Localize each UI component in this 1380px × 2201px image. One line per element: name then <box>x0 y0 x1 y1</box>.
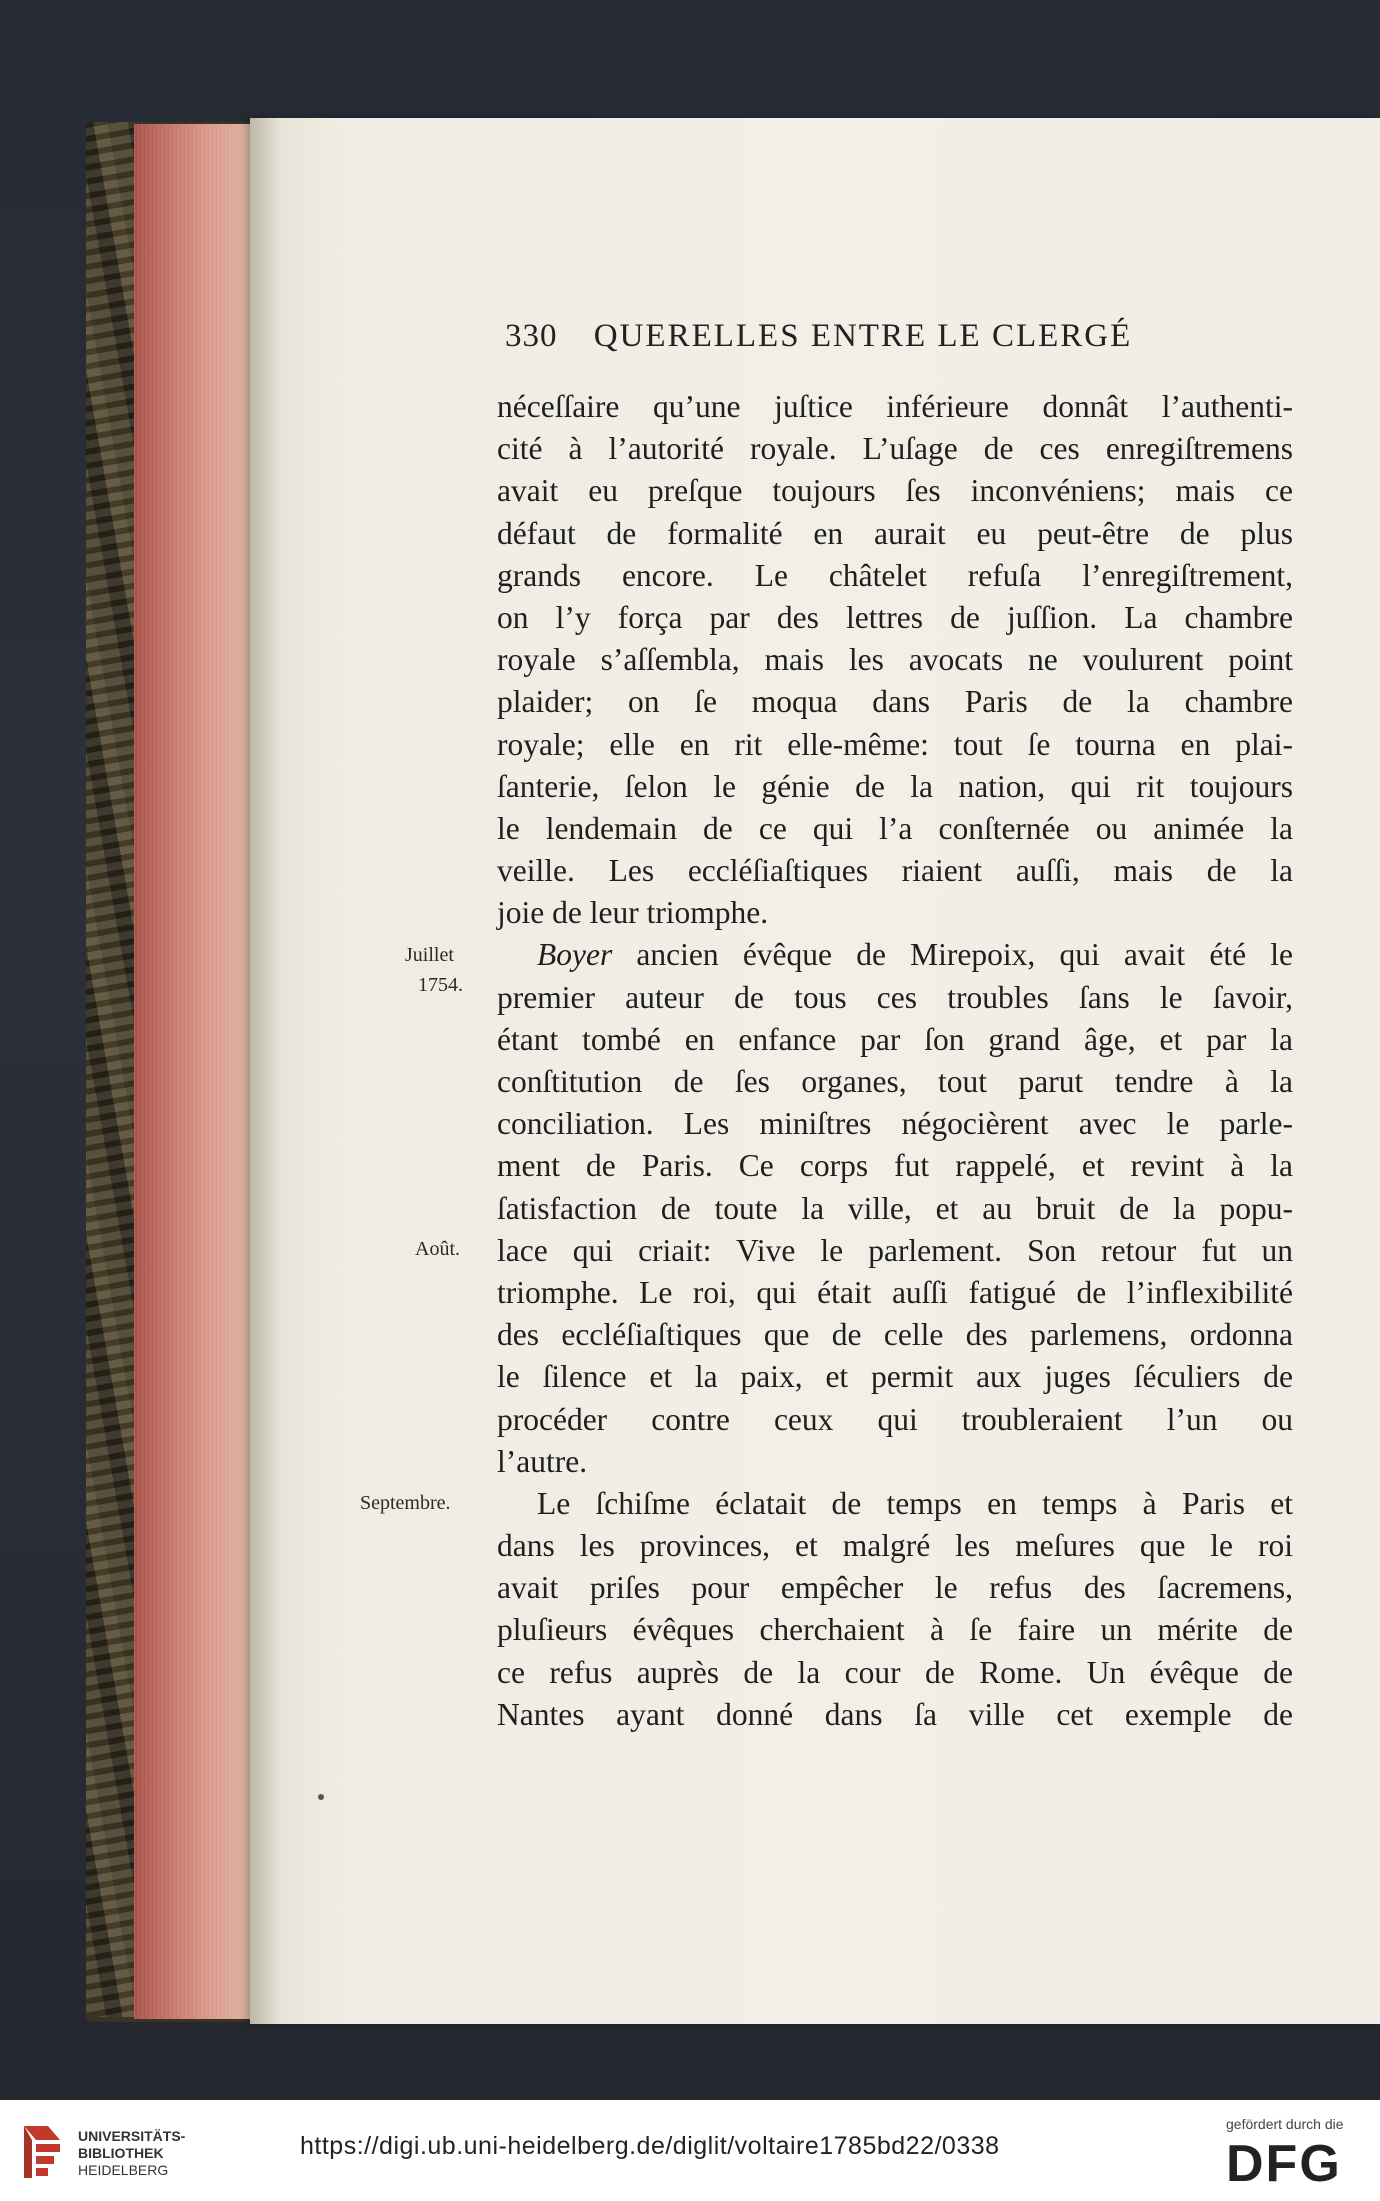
running-title: QUERELLES ENTRE LE CLERGÉ <box>593 318 1133 354</box>
text-line: grands encore. Le châtelet refuſa l’enregiſtrement, <box>497 557 1293 593</box>
text-line: royale s’aſſembla, mais les avocats ne voulurent point <box>497 642 1293 678</box>
text-line: étant tombé en enfance par ſon grand âge, et par la <box>497 1021 1293 1057</box>
text-line: triomphe. Le roi, qui était auſſi fatigué de l’inflexibilité <box>497 1274 1293 1310</box>
margin-note-year: 1754. <box>418 974 463 996</box>
page-number: 330 <box>505 318 558 354</box>
text-line: avait priſes pour empêcher le refus des ſacremens, <box>497 1570 1293 1606</box>
text-line: avait eu preſque toujours ſes inconvéniens; mais ce <box>497 473 1293 509</box>
text-line: l’autre. <box>497 1443 588 1479</box>
text-line: veille. Les eccléſiaſtiques riaient auſſi, mais de la <box>497 853 1293 889</box>
funder-caption: gefördert durch die <box>1226 2116 1344 2132</box>
italic-name: Boyer <box>537 937 613 973</box>
text-line: lace qui criait: Vive le parlement. Son retour fut un <box>497 1232 1293 1268</box>
margin-note-month: Juillet <box>405 944 454 966</box>
text-line: défaut de formalité en aurait eu peut-être de plus <box>497 515 1293 551</box>
text-line: cité à l’autorité royale. L’uſage de ces enregiſtremens <box>497 431 1293 467</box>
margin-note-month: Août. <box>415 1238 460 1260</box>
text-line: Le ſchiſme éclatait de temps en temps à Paris et <box>537 1485 1293 1521</box>
text-line: on l’y força par des lettres de juſſion. La chambre <box>497 599 1293 635</box>
permalink-url[interactable]: https://digi.ub.uni-heidelberg.de/diglit/voltaire1785bd22/0338 <box>300 2132 1000 2160</box>
institution-name <box>78 2128 185 2179</box>
institution-line: BIBLIOTHEK <box>78 2145 164 2161</box>
text-line: le ſilence et la paix, et permit aux juges ſéculiers de <box>497 1359 1293 1395</box>
running-head <box>505 318 1305 355</box>
text-line: conſtitution de ſes organes, tout parut tendre à la <box>497 1064 1293 1099</box>
marbled-board <box>86 122 138 2017</box>
text-line: ce refus auprès de la cour de Rome. Un évêque de <box>497 1654 1293 1690</box>
text-line: néceſſaire qu’une juſtice inférieure donnât l’authenti- <box>497 389 1293 424</box>
text-line: procéder contre ceux qui troubleraient l’un ou <box>497 1401 1293 1437</box>
university-logo-icon <box>18 2118 66 2184</box>
margin-note-month: Septembre. <box>360 1492 451 1514</box>
ink-speck <box>318 1794 324 1800</box>
text-line: ſanterie, ſelon le génie de la nation, qui rit toujours <box>497 768 1293 804</box>
institution-line: UNIVERSITÄTS- <box>78 2128 186 2144</box>
text-line <box>497 934 1293 976</box>
gutter-shadow <box>250 118 280 2024</box>
text-line: ment de Paris. Ce corps fut rappelé, et revint à la <box>497 1148 1293 1184</box>
text-line: des eccléſiaſtiques que de celle des parlemens, ordonna <box>497 1317 1293 1353</box>
text-line: pluſieurs évêques cherchaient à ſe faire un mérite de <box>497 1612 1293 1648</box>
dfg-logo: DFG <box>1226 2135 1342 2193</box>
text-line: joie de leur triomphe. <box>497 895 769 931</box>
viewer-footer <box>0 2100 1380 2201</box>
text-line: ſatisfaction de toute la ville, et au bruit de la popu- <box>497 1190 1293 1226</box>
text-line: dans les provinces, et malgré les meſures que le roi <box>497 1528 1293 1564</box>
text-line: le lendemain de ce qui l’a conſternée ou animée la <box>497 810 1293 846</box>
page-edges <box>134 124 252 2019</box>
institution-line: HEIDELBERG <box>78 2162 169 2178</box>
text-line: royale; elle en rit elle-même: tout ſe tourna en plai- <box>497 726 1293 762</box>
text-line-rest: ancien évêque de Mirepoix, qui avait été le <box>612 937 1293 973</box>
text-line: premier auteur de tous ces troubles ſans le ſavoir, <box>497 979 1293 1015</box>
text-line: plaider; on ſe moqua dans Paris de la chambre <box>497 684 1293 720</box>
text-line: conciliation. Les miniſtres négocièrent avec le parle- <box>497 1106 1293 1142</box>
body-text <box>497 386 1293 1736</box>
text-line: Nantes ayant donné dans ſa ville cet exemple de <box>497 1696 1293 1732</box>
